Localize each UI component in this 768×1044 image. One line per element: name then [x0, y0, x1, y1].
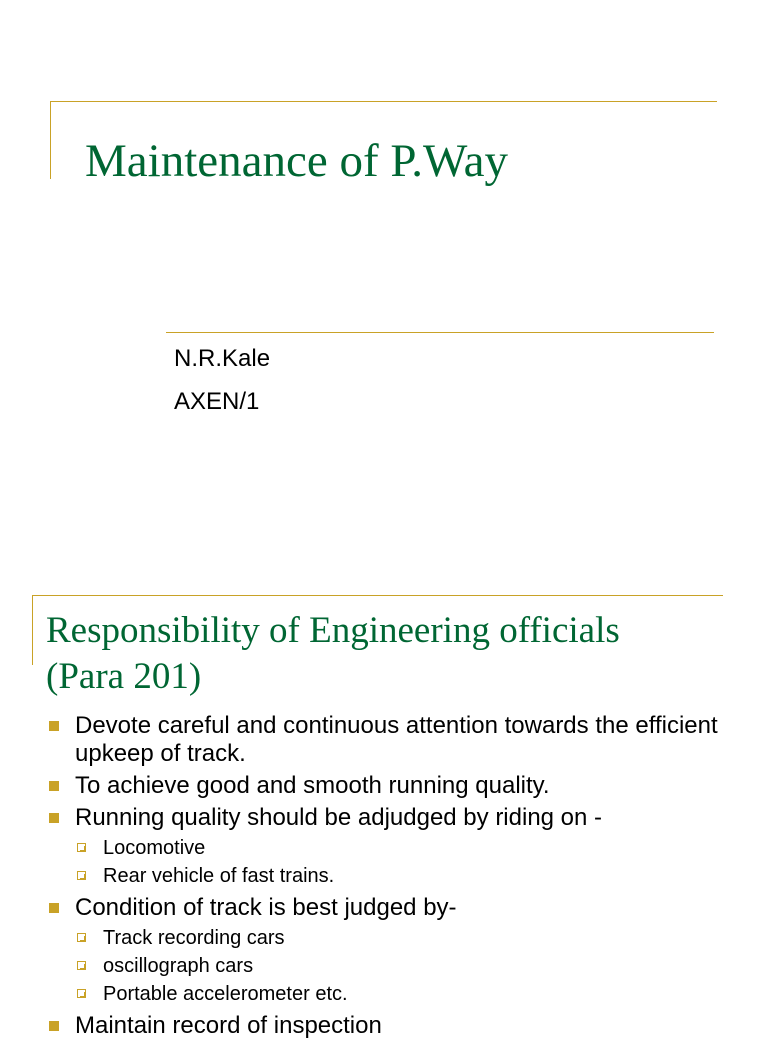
slide-heading-line-2: (Para 201) [46, 656, 202, 697]
hollow-square-bullet-icon [77, 843, 86, 852]
hollow-square-bullet-icon [77, 933, 86, 942]
sub-bullet-item [75, 952, 746, 980]
sub-bullet-item [75, 834, 746, 862]
bullet-item [46, 894, 746, 1008]
subtitle-accent-rule [166, 332, 714, 333]
hollow-square-bullet-icon [77, 989, 86, 998]
square-bullet-icon [49, 903, 59, 913]
left-accent-rule [50, 101, 51, 179]
square-bullet-icon [49, 813, 59, 823]
bullet-text: Devote careful and continuous attention towards the efficient upkeep of track. [75, 712, 718, 767]
author-name: N.R.Kale [174, 345, 271, 372]
sub-bullet-list [75, 924, 746, 1008]
sub-bullet-text: Rear vehicle of fast trains. [103, 865, 335, 887]
square-bullet-icon [49, 781, 59, 791]
bullet-item [46, 772, 746, 800]
presentation-title: Maintenance of P.Way [85, 135, 508, 187]
slide-heading [46, 608, 726, 700]
bullet-text: Running quality should be adjudged by riding on - [75, 804, 603, 831]
subtitle-block [174, 337, 270, 423]
sub-bullet-text: Track recording cars [103, 927, 285, 949]
bullet-text: Maintain record of inspection [75, 1012, 382, 1039]
square-bullet-icon [49, 1021, 59, 1031]
sub-bullet-list [75, 834, 746, 890]
left-accent-rule [32, 595, 33, 665]
square-bullet-icon [49, 721, 59, 731]
sub-bullet-item [75, 862, 746, 890]
hollow-square-bullet-icon [77, 961, 86, 970]
slide-heading-line-1: Responsibility of Engineering officials [46, 610, 620, 651]
top-accent-rule [32, 595, 723, 596]
bullet-text: To achieve good and smooth running quality. [75, 772, 550, 799]
hollow-square-bullet-icon [77, 871, 86, 880]
sub-bullet-text: oscillograph cars [103, 955, 254, 977]
sub-bullet-text: Locomotive [103, 837, 206, 859]
bullet-text: Condition of track is best judged by- [75, 894, 457, 921]
top-accent-rule [50, 101, 717, 102]
bullet-item [46, 804, 746, 890]
sub-bullet-item [75, 980, 746, 1008]
bullet-list [46, 712, 746, 1044]
sub-bullet-item [75, 924, 746, 952]
bullet-item [46, 1012, 746, 1040]
slide-responsibility [0, 586, 768, 1039]
sub-bullet-text: Portable accelerometer etc. [103, 983, 348, 1005]
author-designation: AXEN/1 [174, 388, 260, 415]
bullet-item [46, 712, 746, 768]
